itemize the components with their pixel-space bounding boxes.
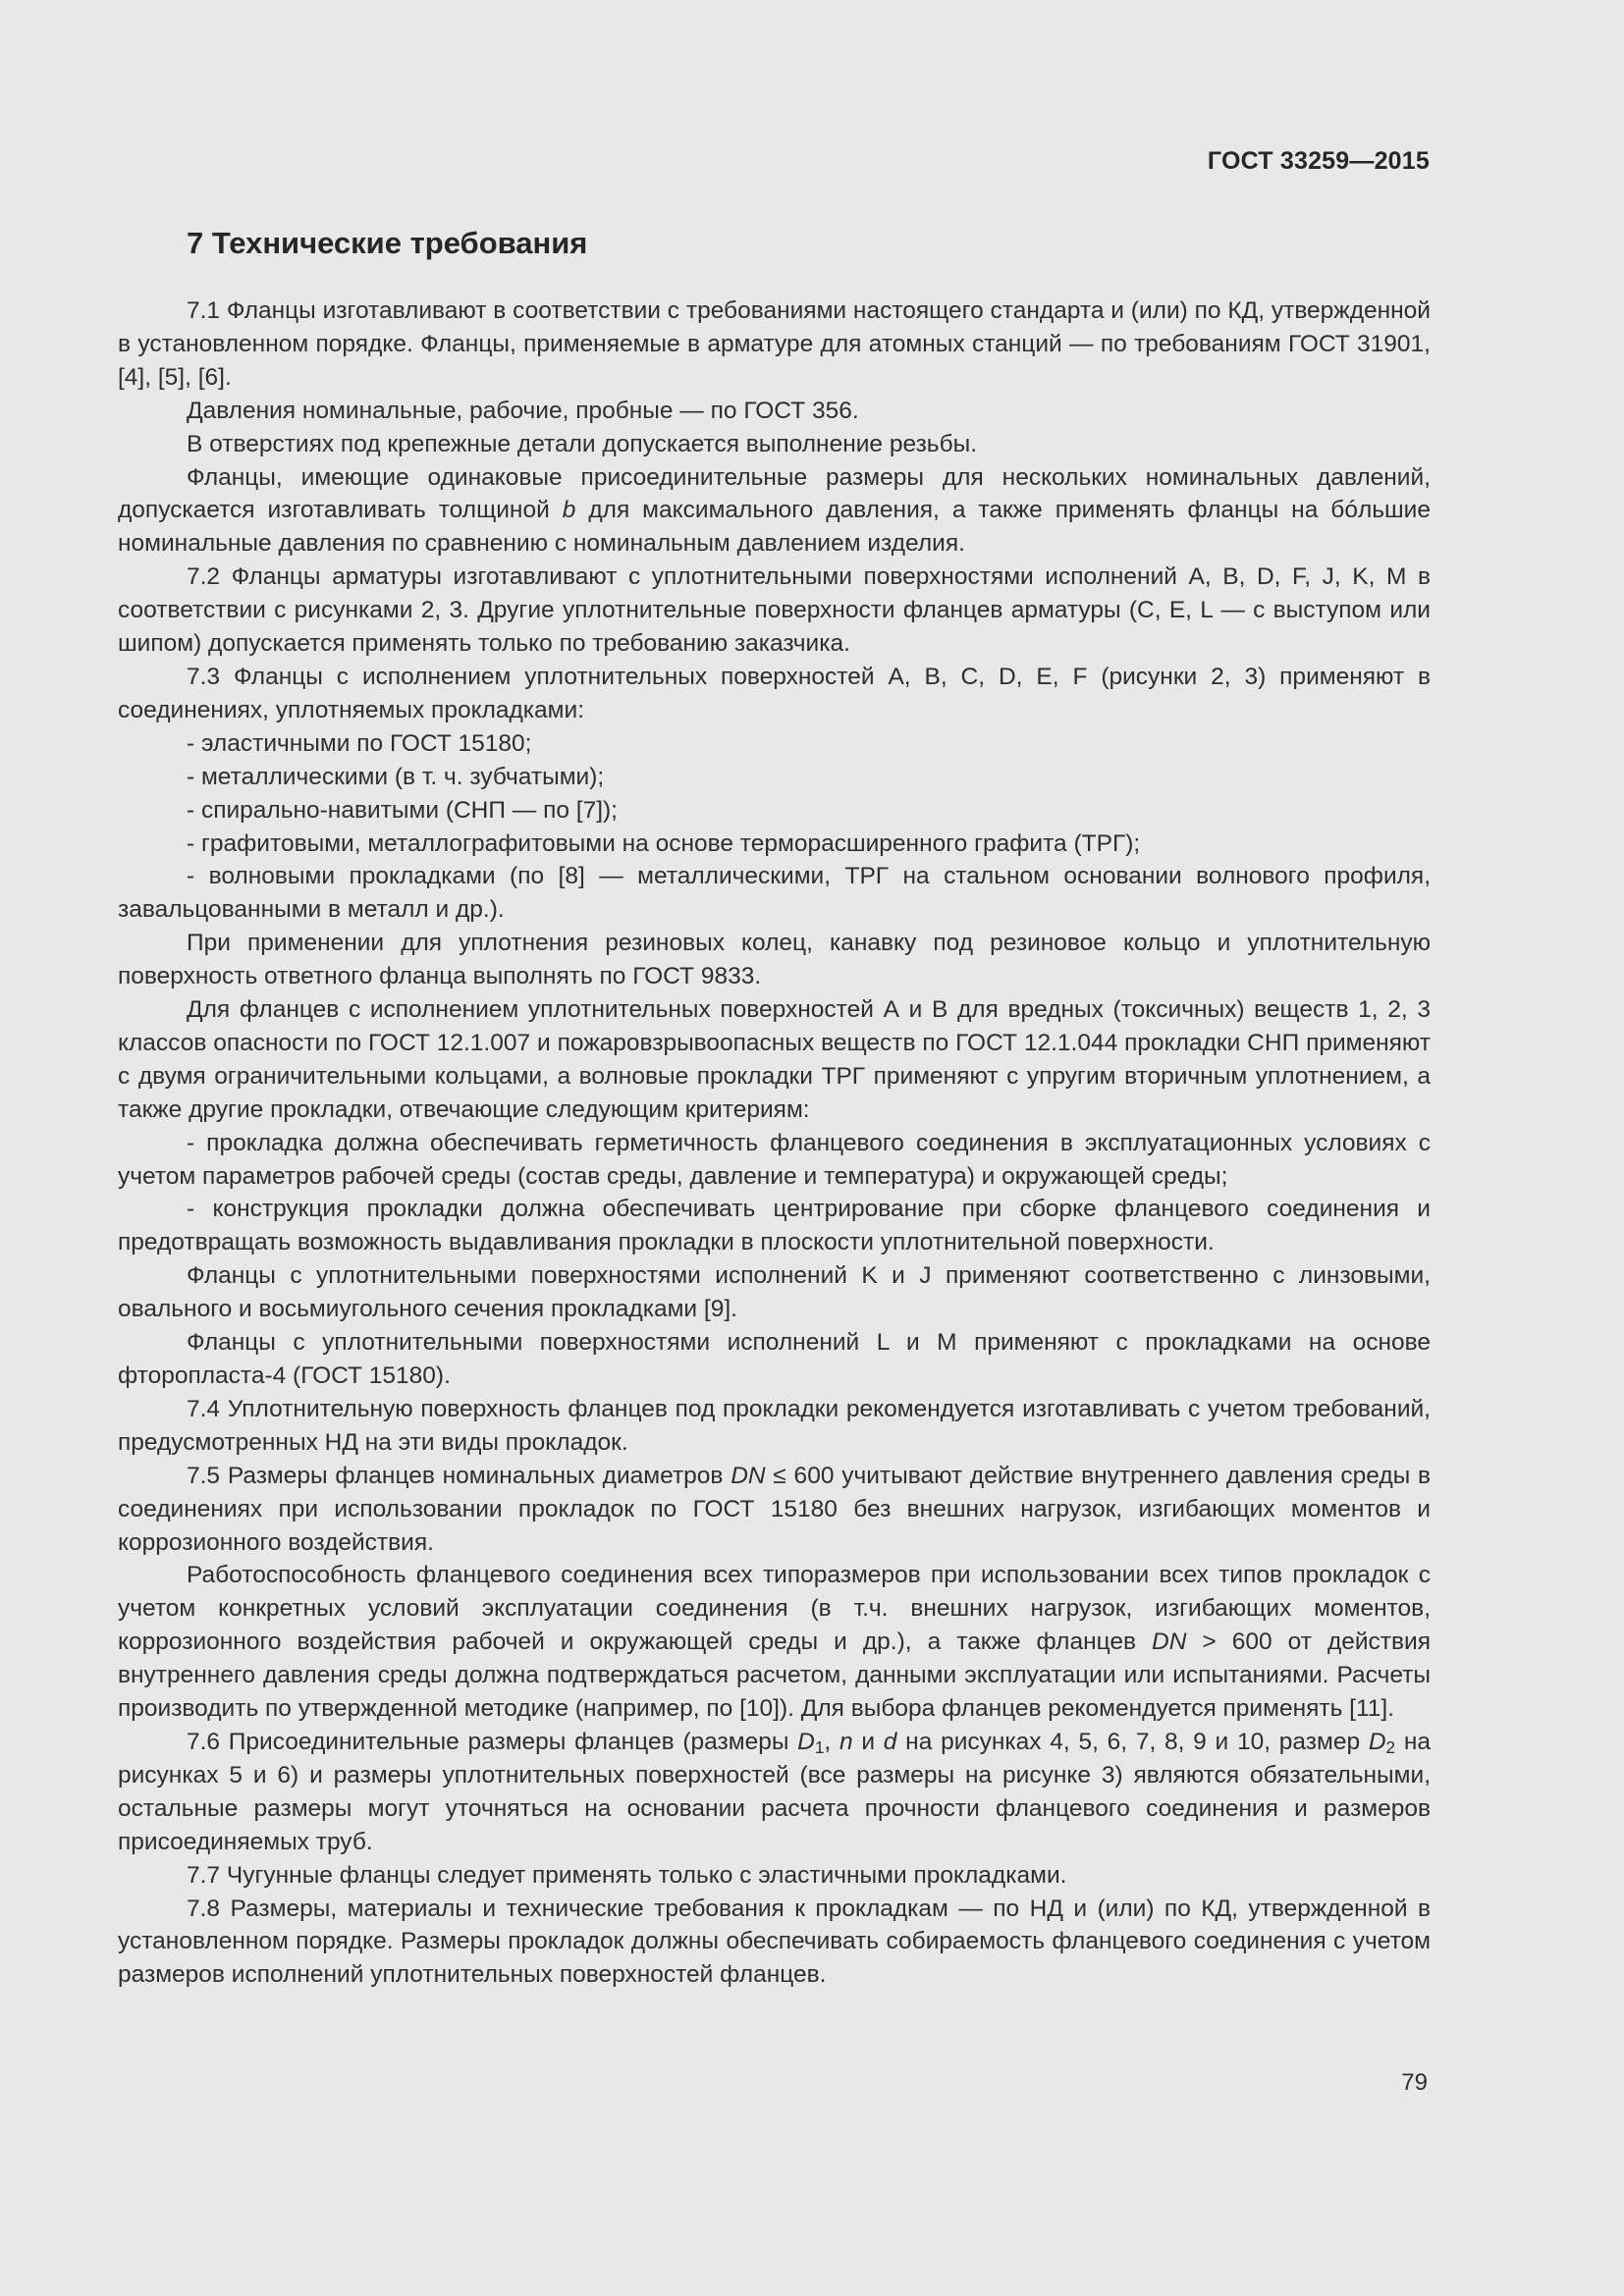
paragraph-7-5: 7.5 Размеры фланцев номинальных диаметров DN ≤ 600 учитывают действие внутреннего давления среды в соединениях при использовании прокладок по ГОСТ 15180 без внешних нагрузок, изгибающих моментов и коррозионного воздействия. [118, 1462, 1432, 1556]
list-item: - металлическими (в т. ч. зубчатыми); [187, 763, 605, 790]
list-item: - эластичными по ГОСТ 15180; [187, 729, 532, 757]
list-item: - графитовыми, металлографитовыми на основе терморасширенного графита (ТРГ); [187, 829, 1141, 857]
paragraph-toxic-substances: Для фланцев с исполнением уплотнительных поверхностей А и В для вредных (токсичных) веществ 1, 2, 3 классов опасности по ГОСТ 12.1.007 и пожаровзрывоопасных веществ по ГОСТ 12.1.044 прокладки СНП применяют с двумя ограничительными кольцами, а волновые прокладки ТРГ применяют с упругим вторичным уплотнением, а также другие прокладки, отвечающие следующим критериям: [118, 996, 1431, 1123]
document-id: ГОСТ 33259—2015 [1207, 147, 1430, 175]
section-heading: 7 Технические требования [187, 226, 588, 260]
paragraph-7-4: 7.4 Уплотнительную поверхность фланцев под прокладки рекомендуется изготавливать с учетом требований, предусмотренных НД на эти виды прокладок. [118, 1395, 1431, 1456]
paragraph-7-7: 7.7 Чугунные фланцы следует применять только с эластичными прокладками. [187, 1861, 1067, 1889]
list-item: - прокладка должна обеспечивать герметичность фланцевого соединения в эксплуатационных условиях с учетом параметров рабочей среды (состав среды, давление и температура) и окружающей среды; [118, 1129, 1431, 1190]
paragraph-7-3: 7.3 Фланцы с исполнением уплотнительных поверхностей А, В, С, D, Е, F (рисунки 2, 3) применяют в соединениях, уплотняемых прокладками: [118, 663, 1431, 723]
body-text [118, 294, 1431, 1992]
list-item: - конструкция прокладки должна обеспечивать центрирование при сборке фланцевого соединения и предотвращать возможность выдавливания прокладки в плоскости уплотнительной поверхности. [118, 1196, 1431, 1256]
paragraph-threads: В отверстиях под крепежные детали допускается выполнение резьбы. [187, 430, 978, 457]
paragraph-l-m: Фланцы с уплотнительными поверхностями исполнений L и М применяют с прокладками на основе фторопласта-4 (ГОСТ 15180). [118, 1329, 1431, 1389]
paragraph-rubber-rings: При применении для уплотнения резиновых колец, канавку под резиновое кольцо и уплотнительную поверхность ответного фланца выполнять по ГОСТ 9833. [118, 930, 1431, 990]
paragraph-7-6: 7.6 Присоединительные размеры фланцев (размеры $D_1$, n и d на рисунках 4, 5, 6, 7, 8, 9 и 10, размер $D_2$ на рисунках 5 и 6) и размеры уплотнительных поверхностей (все размеры на рисунке 3) являются обязательными, остальные размеры могут уточняться на основании расчета прочности фланцевого соединения и размеров присоединяемых труб. [118, 1728, 1431, 1855]
page-number: 79 [1401, 2069, 1428, 2096]
list-item: - спирально-навитыми (СНП — по [7]); [187, 796, 618, 824]
paragraph-7-1: 7.1 Фланцы изготавливают в соответствии с требованиями настоящего стандарта и (или) по КД, утвержденной в установленном порядке. Фланцы, применяемые в арматуре для атомных станций — по требованиям ГОСТ 31901, [4], [5], [6]. [118, 297, 1431, 391]
paragraph-operability: Работоспособность фланцевого соединения всех типоразмеров при использовании всех типов прокладок с учетом конкретных условий эксплуатации соединения (в т.ч. внешних нагрузок, изгибающих моментов, коррозионного воздействия рабочей и окружающей среды и др.), а также фланцев DN > 600 от действия внутреннего давления среды должна подтверждаться расчетом, данными эксплуатации или испытаниями. Расчеты производить по утвержденной методике (например, по [10]). Для выбора фланцев рекомендуется применять [11]. [118, 1562, 1431, 1723]
paragraph-pressures: Давления номинальные, рабочие, пробные — по ГОСТ 356. [187, 397, 859, 424]
paragraph-thickness: Фланцы, имеющие одинаковые присоединительные размеры для нескольких номинальных давлений, допускается изготавливать толщиной b для максимального давления, а также применять фланцы на бóльшие номинальные давления по сравнению с номинальным давлением изделия. [118, 463, 1431, 558]
paragraph-7-8: 7.8 Размеры, материалы и технические требования к прокладкам — по НД и (или) по КД, утвержденной в установленном порядке. Размеры прокладок должны обеспечивать собираемость фланцевого соединения с учетом размеров исполнений уплотнительных поверхностей фланцев. [118, 1895, 1431, 1989]
paragraph-k-j: Фланцы с уплотнительными поверхностями исполнений K и J применяют соответственно с линзовыми, овального и восьмиугольного сечения прокладками [9]. [118, 1262, 1431, 1323]
paragraph-7-2: 7.2 Фланцы арматуры изготавливают с уплотнительными поверхностями исполнений А, В, D, F, J, K, M в соответствии с рисунками 2, 3. Другие уплотнительные поверхности фланцев арматуры (С, Е, L — с выступом или шипом) допускается применять только по требованию заказчика. [118, 563, 1431, 658]
list-item: - волновыми прокладками (по [8] — металлическими, ТРГ на стальном основании волнового профиля, завальцованными в металл и др.). [118, 863, 1431, 924]
